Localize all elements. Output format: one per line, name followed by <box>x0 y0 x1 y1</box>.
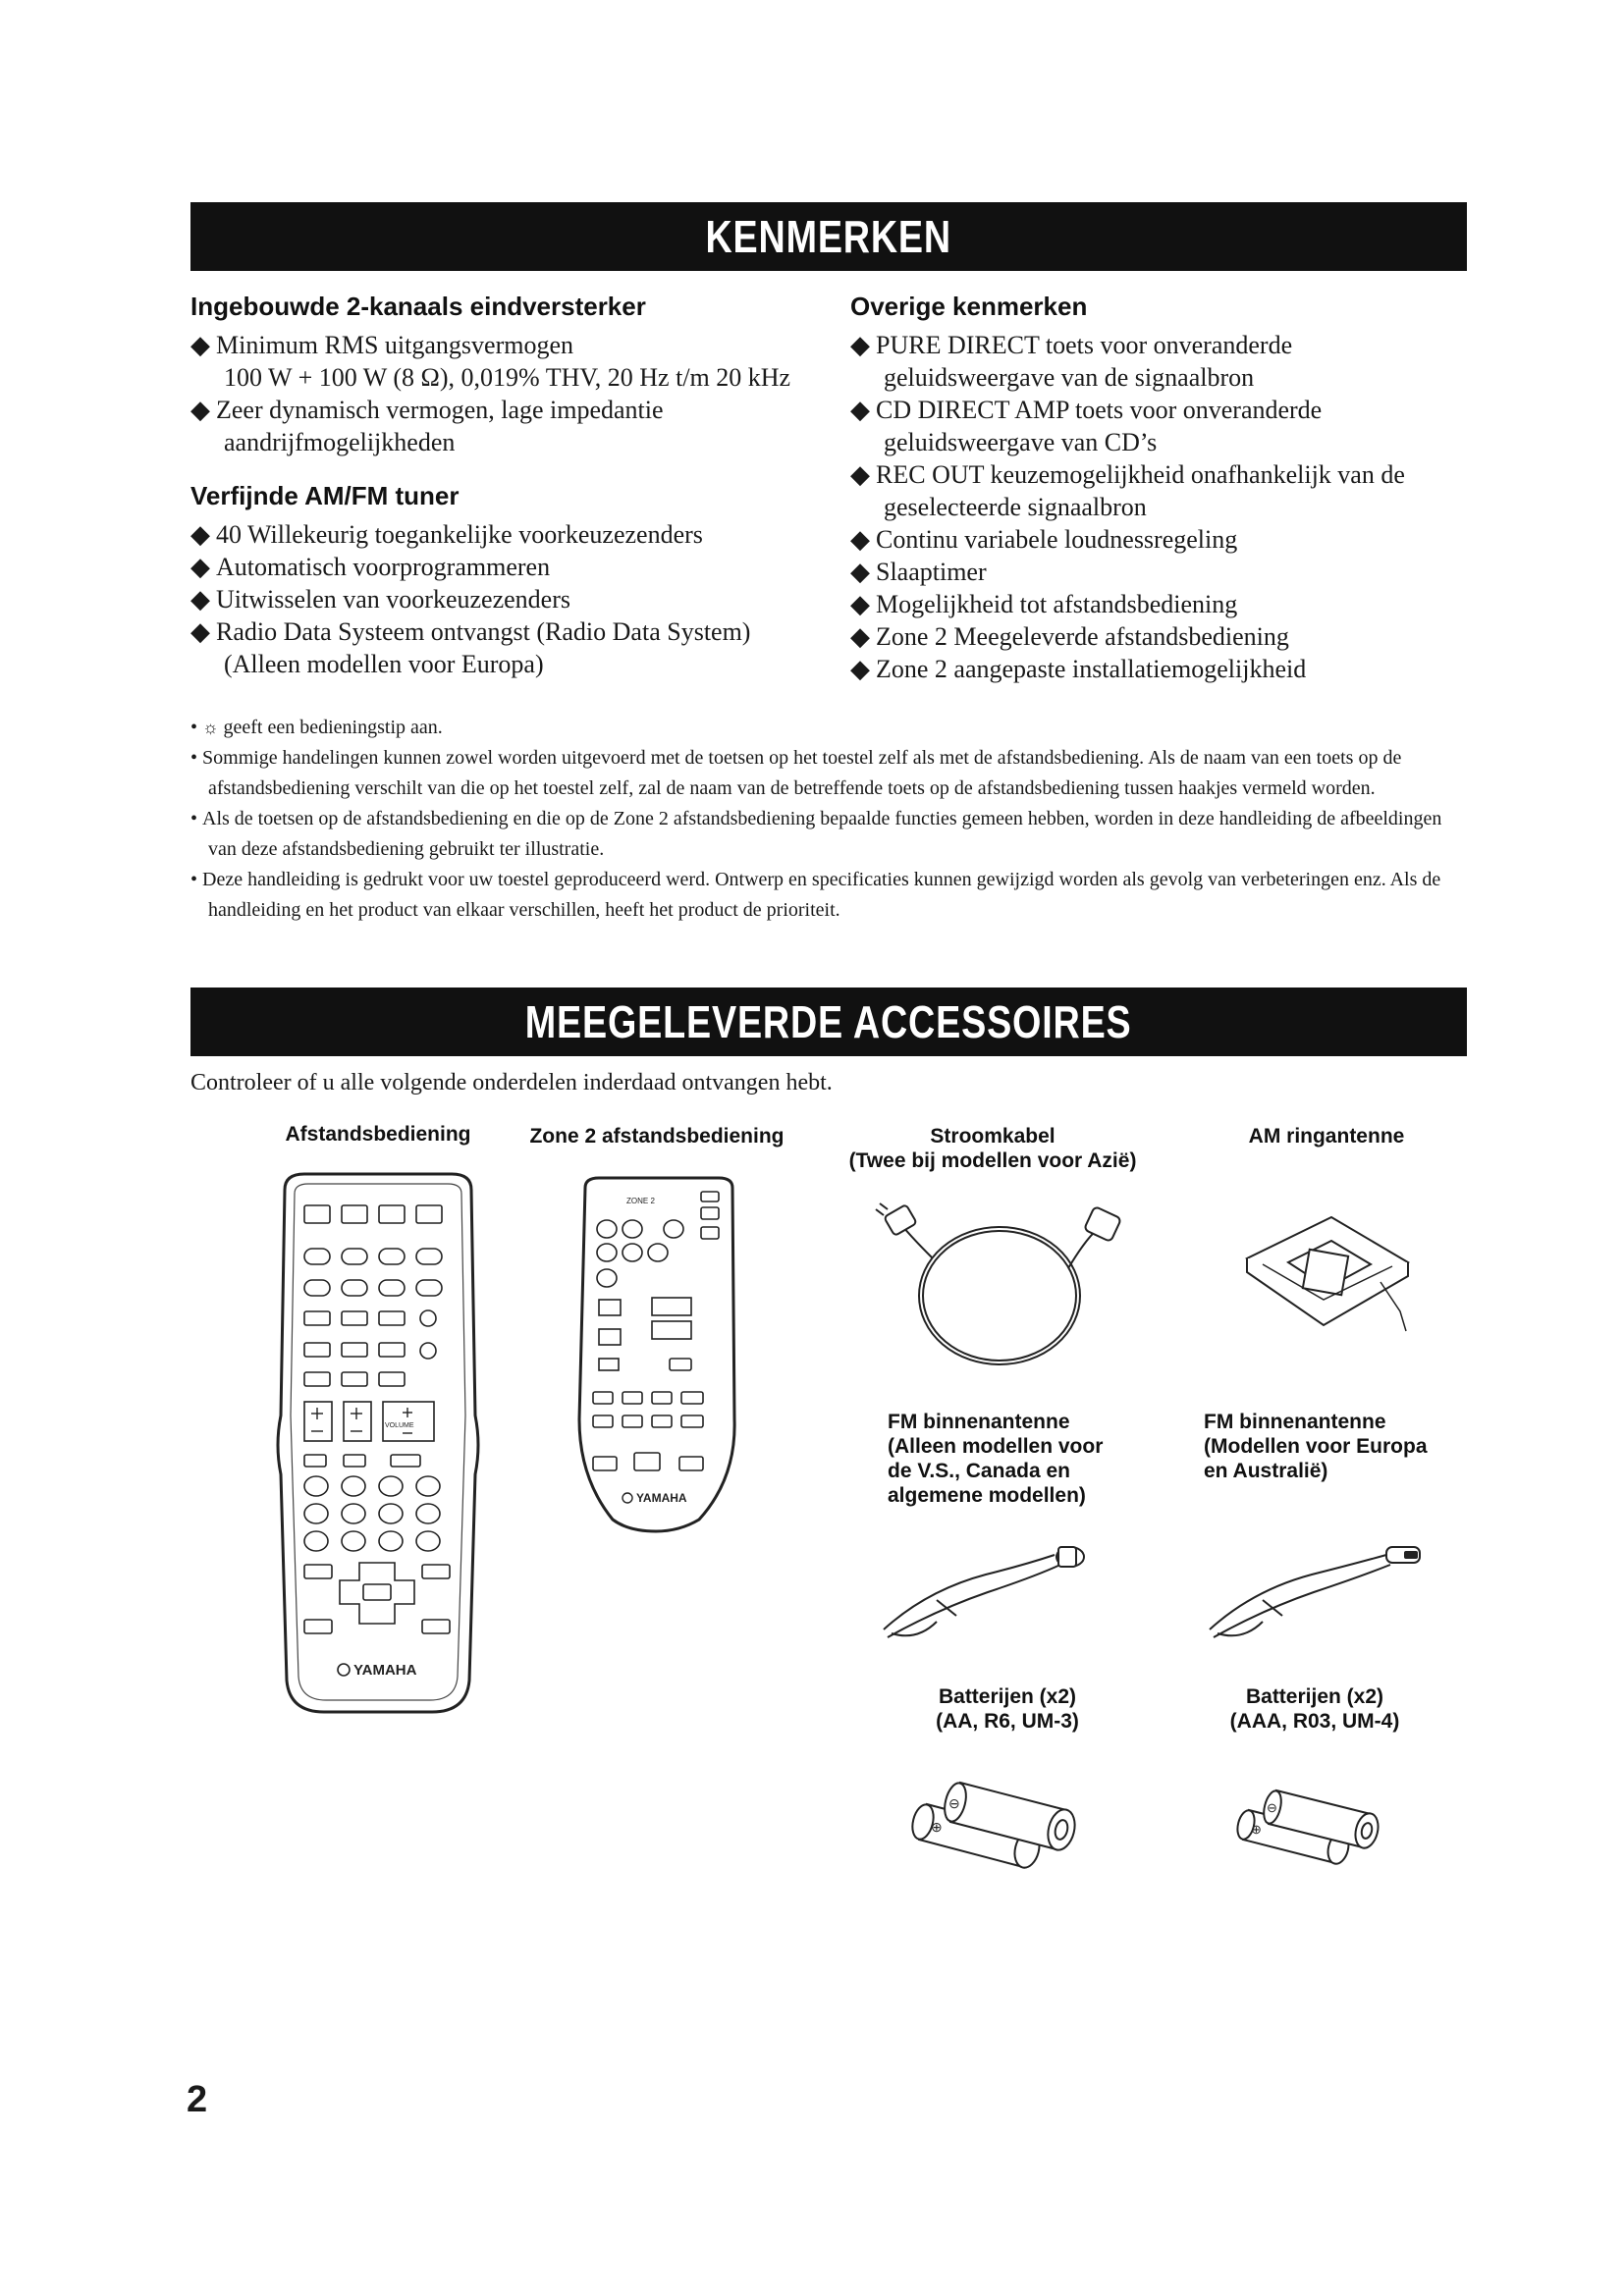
feature-item-detail: geluidsweergave van de signaalbron <box>884 363 1255 392</box>
note-item: • Als de toetsen op de afstandsbediening en die op de Zone 2 afstandsbediening bepaalde functies gemeen hebben, worden in deze handleiding de afbeeldingen van deze afstandsbediening gebruikt ter illustratie. <box>190 808 1442 860</box>
feature-item: ◆ Zone 2 aangepaste installatiemogelijkheid <box>850 655 1307 683</box>
power-cable-illustration <box>874 1200 1129 1376</box>
feature-item: ◆ CD DIRECT AMP toets voor onveranderde <box>850 396 1323 424</box>
remote-brand-text: YAMAHA <box>353 1662 417 1679</box>
fm-antenna-eu-label: FM binnenantenne (Modellen voor Europa en Australië) <box>1204 1411 1428 1482</box>
notes-list <box>190 713 1467 926</box>
page-number: 2 <box>187 2079 208 2120</box>
feature-item-detail: geluidsweergave van CD’s <box>884 428 1158 456</box>
tuner-item: ◆ Radio Data Systeem ontvangst (Radio Data System) <box>190 617 751 646</box>
amp-item-detail: 100 W + 100 W (8 Ω), 0,019% THV, 20 Hz t/m 20 kHz <box>224 363 791 392</box>
amp-item-detail: aandrijfmogelijkheden <box>224 428 456 456</box>
accessories-title: MEEGELEVERDE ACCESSOIRES <box>525 996 1132 1047</box>
tuner-item: ◆ Uitwisselen van voorkeuzezenders <box>190 585 570 614</box>
note-item: • Sommige handelingen kunnen zowel worden uitgevoerd met de toetsen op het toestel zelf als met de afstandsbediening. Als de naam van een toets op de afstandsbediening verschilt van die op het toestel zelf, zal de naam van de betreffende toets op de afstandsbediening tussen haakjes vermeld worden. <box>190 747 1402 799</box>
tuner-item: ◆ 40 Willekeurig toegankelijke voorkeuzezenders <box>190 520 703 549</box>
zone2-text: ZONE 2 <box>626 1197 655 1205</box>
feature-item: ◆ PURE DIRECT toets voor onveranderde <box>850 331 1293 359</box>
feature-item-detail: geselecteerde signaalbron <box>884 493 1147 521</box>
feature-item: ◆ Zone 2 Meegeleverde afstandsbediening <box>850 622 1289 651</box>
left-column <box>190 291 819 680</box>
amp-heading: Ingebouwde 2-kanaals eindversterker <box>190 292 646 321</box>
right-column <box>850 291 1479 685</box>
feature-item: ◆ Mogelijkheid tot afstandsbediening <box>850 590 1238 618</box>
note-item: • Deze handleiding is gedrukt voor uw toestel geproduceerd werd. Ontwerp en specificaties kunnen gewijzigd worden als gevolg van verbeteringen enz. Als de handleiding en het product van elkaar verschillen, heeft het product de prioriteit. <box>190 869 1441 921</box>
other-features-heading: Overige kenmerken <box>850 292 1088 321</box>
tuner-item: ◆ Automatisch voorprogrammeren <box>190 553 551 581</box>
tuner-item-detail: (Alleen modellen voor Europa) <box>224 650 544 678</box>
zone2-remote-label: Zone 2 afstandsbediening <box>529 1125 785 1148</box>
fm-antenna-us-illustration <box>878 1531 1113 1649</box>
zone2-brand-text: YAMAHA <box>636 1491 687 1505</box>
svg-text:⊖: ⊖ <box>1267 1800 1277 1815</box>
batteries-aaa-label: Batterijen (x2) (AAA, R03, UM-4) <box>1229 1685 1400 1733</box>
batteries-aa-label: Batterijen (x2) (AA, R6, UM-3) <box>936 1685 1079 1733</box>
feature-item: ◆ REC OUT keuzemogelijkheid onafhankelijk van de <box>850 460 1405 489</box>
volume-text: VOLUME <box>385 1422 414 1429</box>
svg-text:⊕: ⊕ <box>931 1819 943 1835</box>
amp-item: ◆ Zeer dynamisch vermogen, lage impedantie <box>190 396 664 424</box>
am-antenna-label: AM ringantenne <box>1248 1125 1405 1148</box>
remote-label: Afstandsbediening <box>285 1123 471 1146</box>
fm-antenna-us-label: FM binnenantenne (Alleen modellen voor de V.S., Canada en algemene modellen) <box>888 1411 1104 1507</box>
svg-text:⊕: ⊕ <box>1251 1822 1262 1837</box>
am-antenna-illustration <box>1233 1203 1420 1351</box>
power-cable-label: Stroomkabel (Twee bij modellen voor Azië) <box>848 1125 1137 1172</box>
features-banner <box>190 202 1467 271</box>
accessories-banner <box>190 988 1467 1056</box>
batteries-aa-illustration <box>909 1769 1106 1887</box>
amp-item: ◆ Minimum RMS uitgangsvermogen <box>190 331 573 359</box>
features-title: KENMERKEN <box>705 211 952 262</box>
remote-control-illustration <box>265 1170 491 1720</box>
feature-item: ◆ Continu variabele loudnessregeling <box>850 525 1238 554</box>
note-item: • ☼ geeft een bedieningstip aan. <box>190 717 443 738</box>
tuner-heading: Verfijnde AM/FM tuner <box>190 481 460 510</box>
svg-text:⊖: ⊖ <box>948 1795 960 1811</box>
fm-antenna-eu-illustration <box>1204 1531 1439 1649</box>
zone2-remote-illustration <box>571 1174 740 1537</box>
batteries-aaa-illustration <box>1233 1777 1410 1885</box>
tip-icon: ☼ <box>202 718 219 737</box>
intro-text: Controleer of u alle volgende onderdelen inderdaad ontvangen hebt. <box>190 1070 833 1095</box>
feature-item: ◆ Slaaptimer <box>850 558 987 586</box>
